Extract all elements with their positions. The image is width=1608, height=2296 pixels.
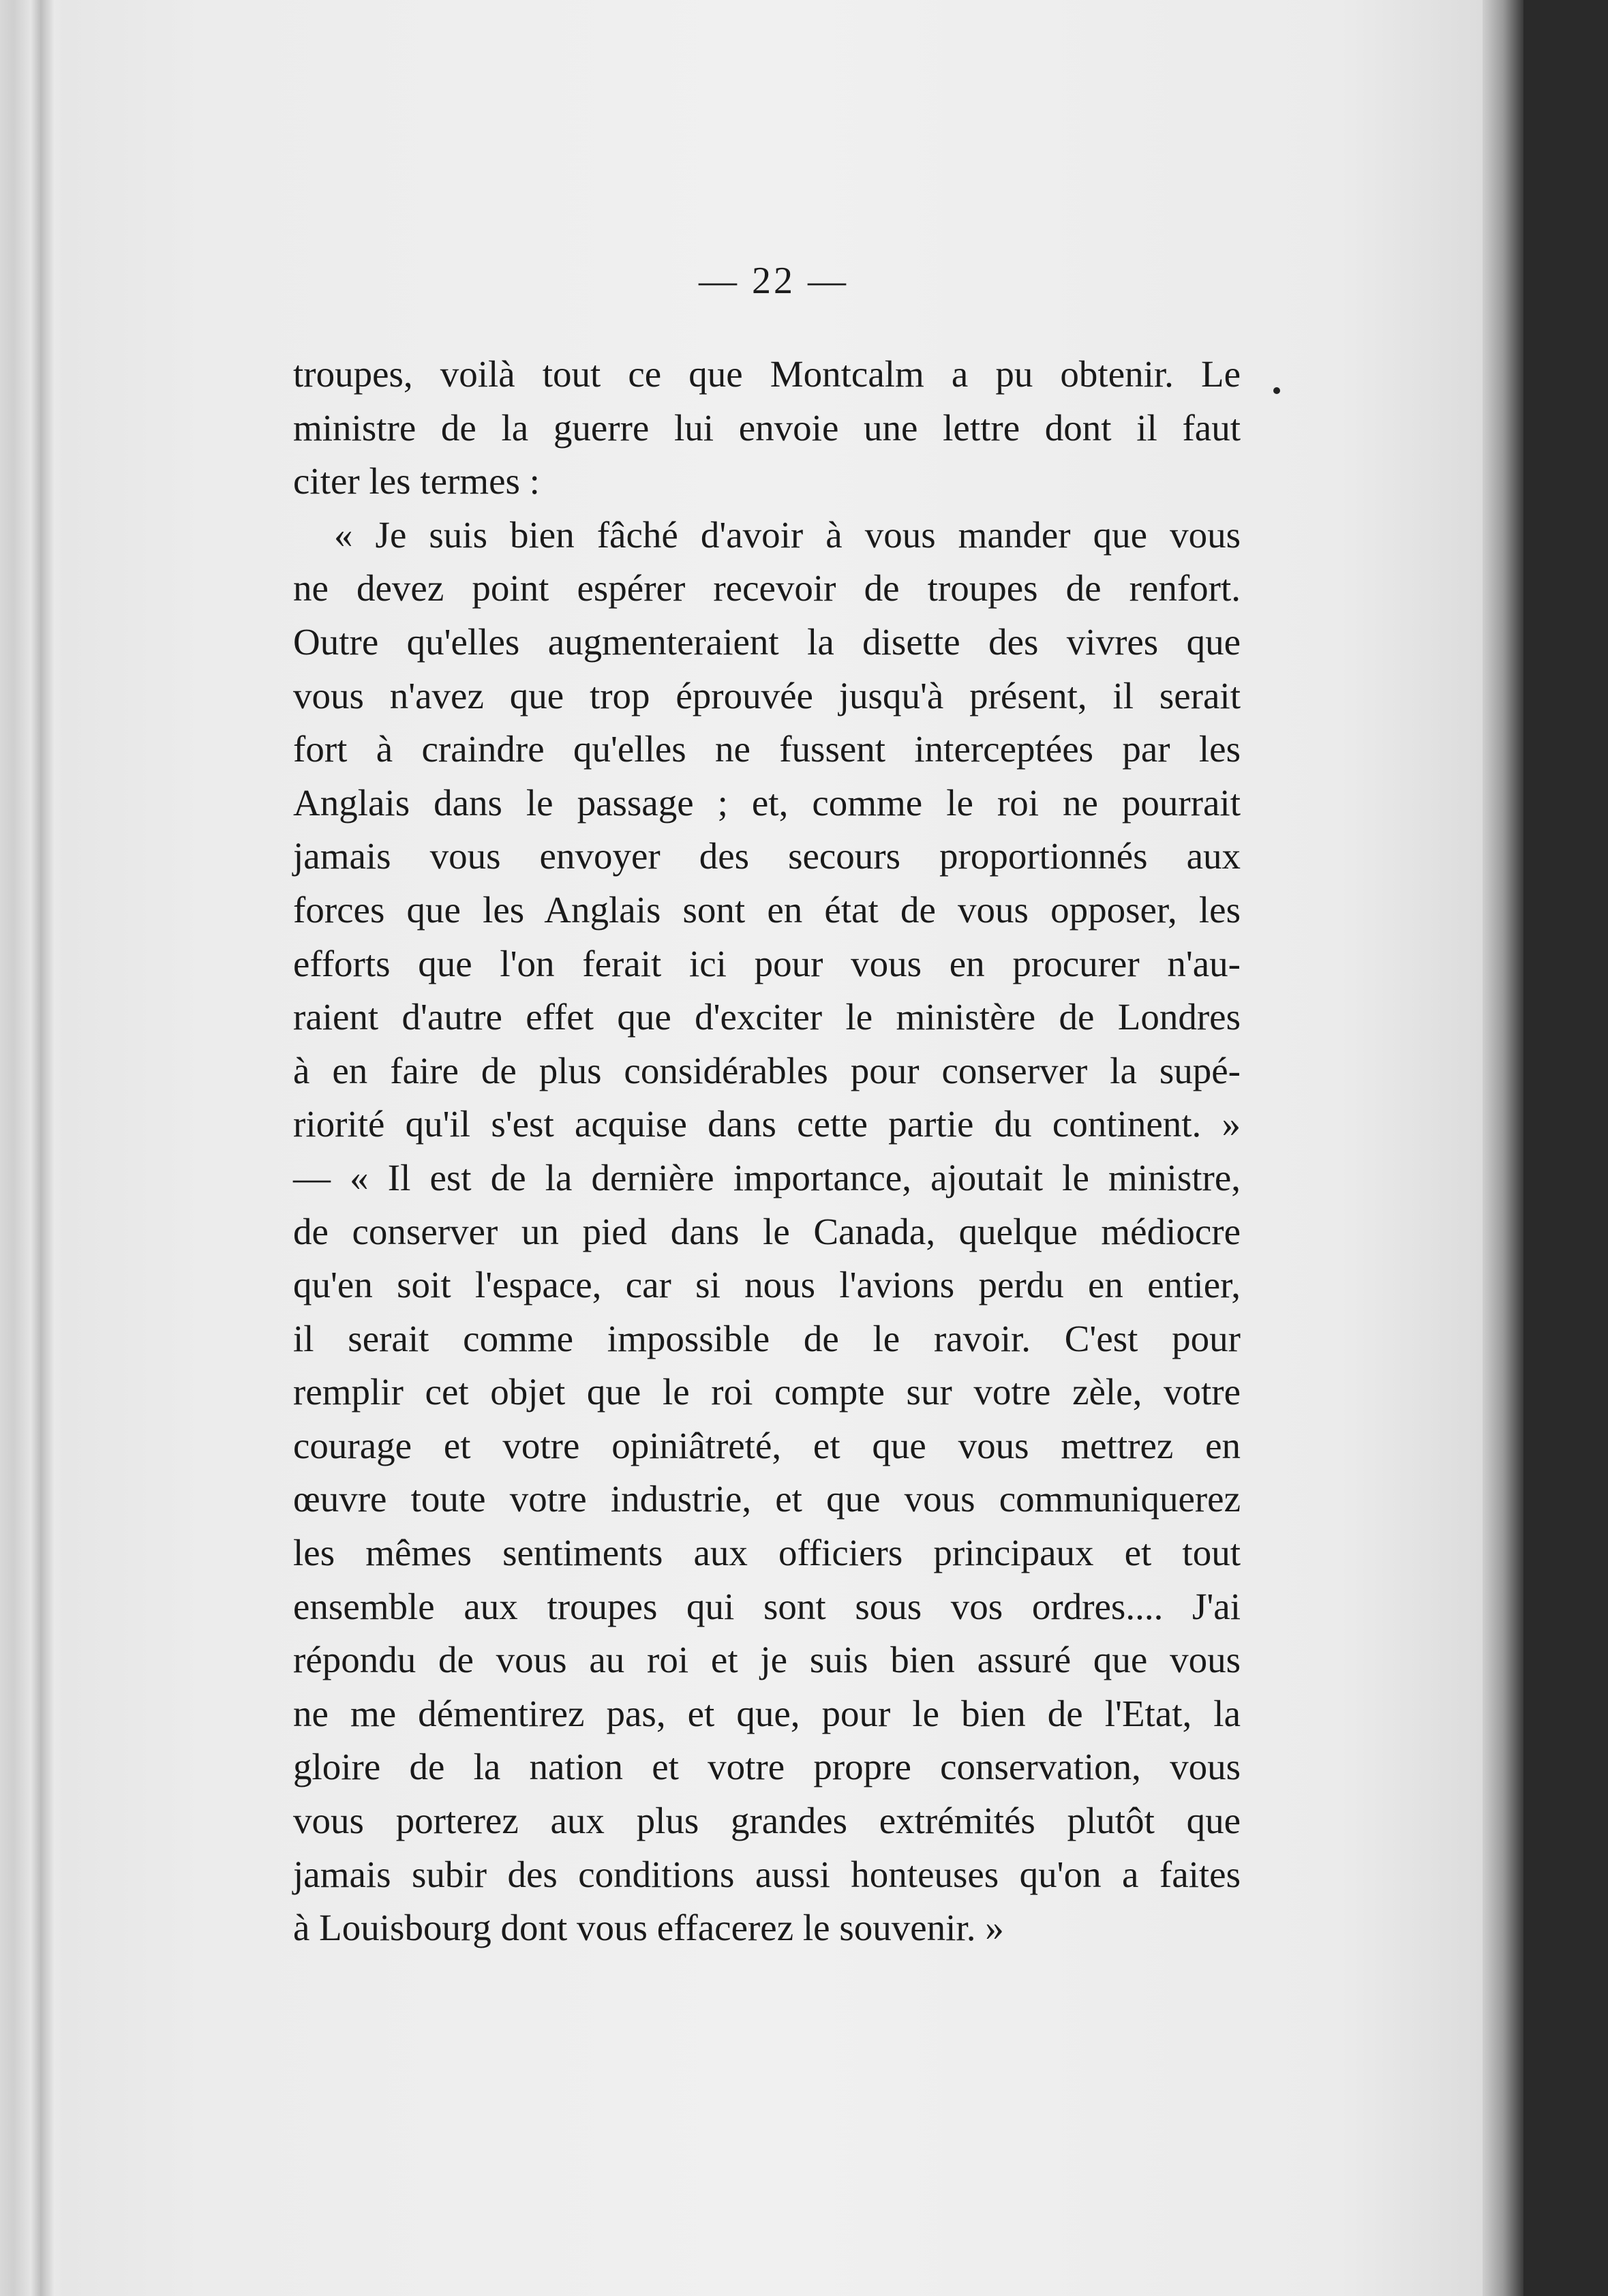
text-line: forces que les Anglais sont en état de vous opposer, les	[293, 888, 1241, 931]
text-line: répondu de vous au roi et je suis bien assuré que vous	[293, 1639, 1241, 1681]
text-line: fort à craindre qu'elles ne fussent interceptées par les	[293, 728, 1241, 770]
text-line: efforts que l'on ferait ici pour vous en procurer n'au-	[293, 942, 1241, 984]
scan-background	[1523, 0, 1608, 2296]
text-line: « Je suis bien fâché d'avoir à vous mander que vous	[334, 513, 1241, 556]
text-line: à Louisbourg dont vous effacerez le souvenir. »	[293, 1907, 1004, 1949]
text-line: gloire de la nation et votre propre conservation, vous	[293, 1746, 1241, 1788]
text-line: citer les termes :	[293, 460, 540, 502]
text-line: vous porterez aux plus grandes extrémités plutôt que	[293, 1800, 1241, 1842]
text-line: remplir cet objet que le roi compte sur votre zèle, votre	[293, 1371, 1241, 1413]
text-line: œuvre toute votre industrie, et que vous communiquerez	[293, 1478, 1241, 1520]
text-line: de conserver un pied dans le Canada, quelque médiocre	[293, 1210, 1241, 1252]
text-line: courage et votre opiniâtreté, et que vous mettrez en	[293, 1424, 1241, 1466]
text-line: raient d'autre effet que d'exciter le ministère de Londres	[293, 996, 1241, 1038]
page-shadow-edge	[1483, 0, 1523, 2296]
text-line: ensemble aux troupes qui sont sous vos ordres.... J'ai	[293, 1585, 1241, 1627]
text-line: — « Il est de la dernière importance, ajoutait le ministre,	[293, 1156, 1241, 1198]
text-line: jamais subir des conditions aussi honteuses qu'on a faites	[293, 1853, 1241, 1895]
text-line: Anglais dans le passage ; et, comme le roi ne pourrait	[293, 781, 1241, 824]
text-line: Outre qu'elles augmenteraient la disette des vivres que	[293, 620, 1241, 663]
text-line: ne me démentirez pas, et que, pour le bien de l'Etat, la	[293, 1692, 1241, 1734]
text-line: il serait comme impossible de le ravoir. C'est pour	[293, 1317, 1241, 1359]
text-line: qu'en soit l'espace, car si nous l'avions perdu en entier,	[293, 1264, 1241, 1306]
text-line: ne devez point espérer recevoir de troupes de renfort.	[293, 567, 1241, 609]
text-line: à en faire de plus considérables pour conserver la supé-	[293, 1049, 1241, 1091]
text-line: jamais vous envoyer des secours proportionnés aux	[293, 835, 1241, 877]
text-line: les mêmes sentiments aux officiers principaux et tout	[293, 1532, 1241, 1574]
page-number: — 22 —	[699, 260, 849, 302]
text-line: vous n'avez que trop éprouvée jusqu'à présent, il serait	[293, 674, 1241, 716]
text-line: troupes, voilà tout ce que Montcalm a pu obtenir. Le	[293, 353, 1241, 395]
text-line: ministre de la guerre lui envoie une lettre dont il faut	[293, 406, 1241, 449]
ink-speck	[1273, 387, 1280, 394]
body-text	[293, 348, 1241, 1955]
text-line: riorité qu'il s'est acquise dans cette partie du continent. »	[293, 1103, 1241, 1145]
